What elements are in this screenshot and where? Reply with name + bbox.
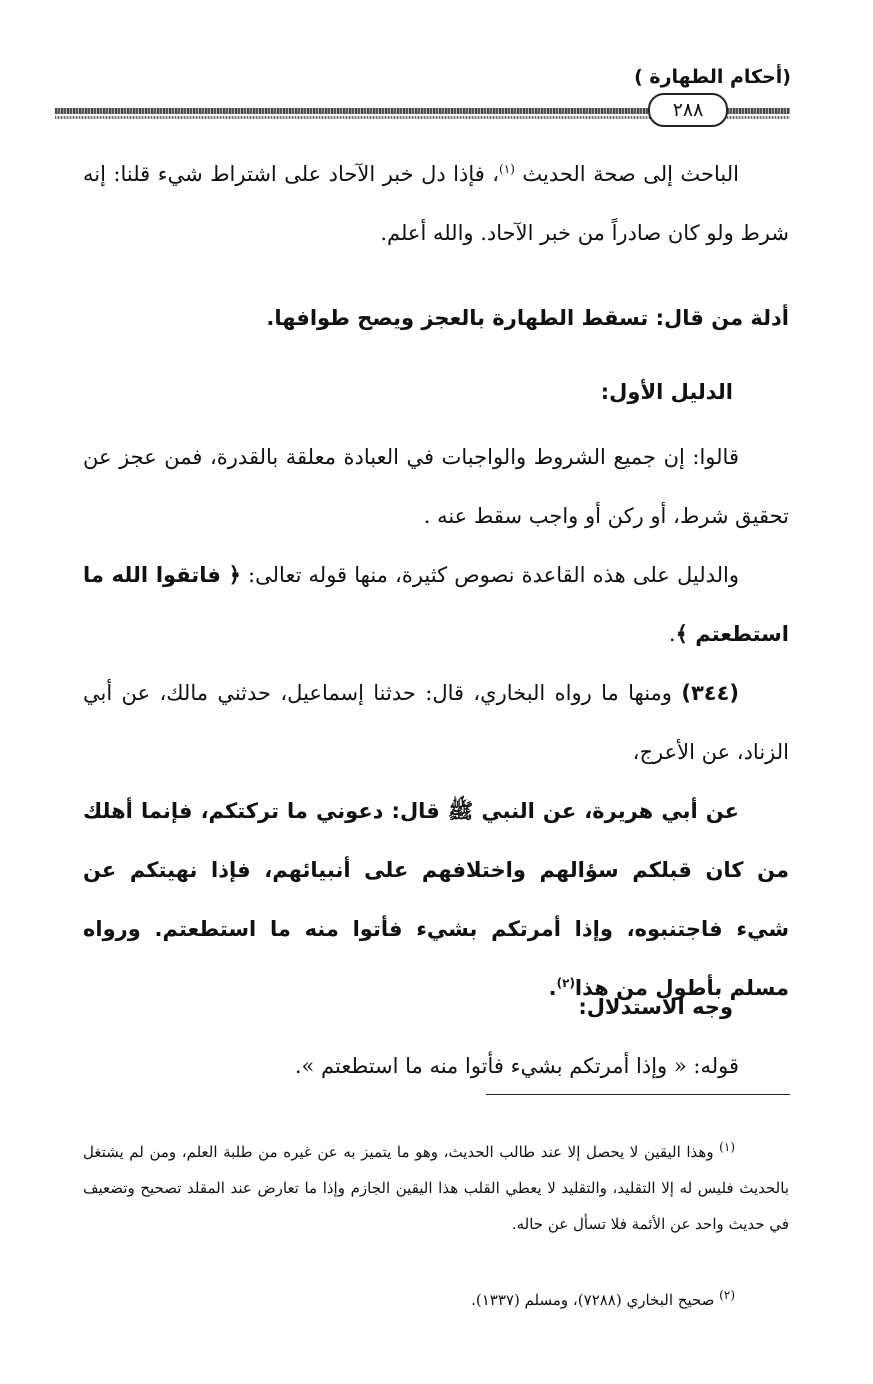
quran-quote: ﴿ فاتقوا الله ما استطعتم ﴾ — [83, 563, 789, 646]
footnote-2 — [83, 1282, 789, 1318]
paragraph-hadith-text — [83, 782, 789, 1018]
footnote-marker: (١) — [719, 1140, 735, 1154]
page-number: ٢٨٨ — [648, 93, 728, 127]
paragraph-hadith-chain — [83, 664, 789, 782]
paragraph-inference: قوله: « وإذا أمرتكم بشيء فأتوا منه ما استطعتم ». — [294, 1054, 739, 1078]
hadith-text: عن أبي هريرة، عن النبي ﷺ قال: دعوني ما تركتكم، فإنما أهلك من كان قبلكم سؤالهم واختلافهم على أنبيائهم، فإذا نهيتكم عن شيء فاجتنبوه، وإذا أمرتكم بشيء فأتوا منه ما استطعتم. ورواه مسلم بأطول من هذا — [83, 799, 789, 1000]
footnote-marker: (٢) — [719, 1288, 735, 1302]
running-header-title: (أحكام الطهارة ) — [634, 66, 791, 88]
footnote-1 — [83, 1134, 789, 1242]
paragraph-text: الباحث إلى صحة الحديث — [514, 162, 740, 186]
footnote-text: صحيح البخاري (٧٢٨٨)، ومسلم (١٣٣٧). — [471, 1291, 720, 1309]
paragraph-text: ، فإذا دل خبر الآحاد على اشتراط شيء قلنا: إنه شرط ولو كان صادراً من خبر الآحاد. والله أعلم. — [83, 162, 789, 245]
paragraph-continuation — [83, 145, 789, 263]
paragraph-text: والدليل على هذه القاعدة نصوص كثيرة، منها قوله تعالى: — [240, 563, 740, 587]
section-heading-lead: أدلة من قال: — [655, 306, 789, 330]
inference-heading: وجه الاستدلال: — [578, 995, 733, 1019]
paragraph-end: . — [548, 976, 557, 1000]
paragraph-end: . — [668, 622, 676, 646]
section-heading — [266, 306, 789, 330]
footnote-text: وهذا اليقين لا يحصل إلا عند طالب الحديث، وهو ما يتميز به عن غيره من طلبة العلم، ومن لم يشتغل بالحديث فليس له إلا التقليد، والتقليد لا يعطي القلب هذا اليقين الجازم وإذا ما تعارض عند المقلد تصحيح وتضعيف في حديث واحد عن الأئمة فلا تسأل عن حاله. — [83, 1143, 789, 1233]
paragraph-principle: قالوا: إن جميع الشروط والواجبات في العبادة معلقة بالقدرة، فمن عجز عن تحقيق شرط، أو ركن أو واجب سقط عنه . — [83, 445, 789, 528]
first-proof-heading: الدليل الأول: — [600, 380, 733, 404]
section-heading-rest: تسقط الطهارة بالعجز ويصح طوافها. — [266, 306, 656, 330]
footnote-ref-1[interactable]: (١) — [499, 162, 515, 176]
footnote-separator — [486, 1094, 790, 1095]
paragraph-text: ومنها ما رواه البخاري، قال: حدثنا إسماعيل، حدثني مالك، عن أبي الزناد، عن الأعرج، — [83, 681, 789, 764]
hadith-number: (٣٤٤) — [681, 681, 739, 705]
footnote-ref-2[interactable]: (٢) — [556, 976, 575, 990]
paragraph-evidence — [83, 546, 789, 664]
